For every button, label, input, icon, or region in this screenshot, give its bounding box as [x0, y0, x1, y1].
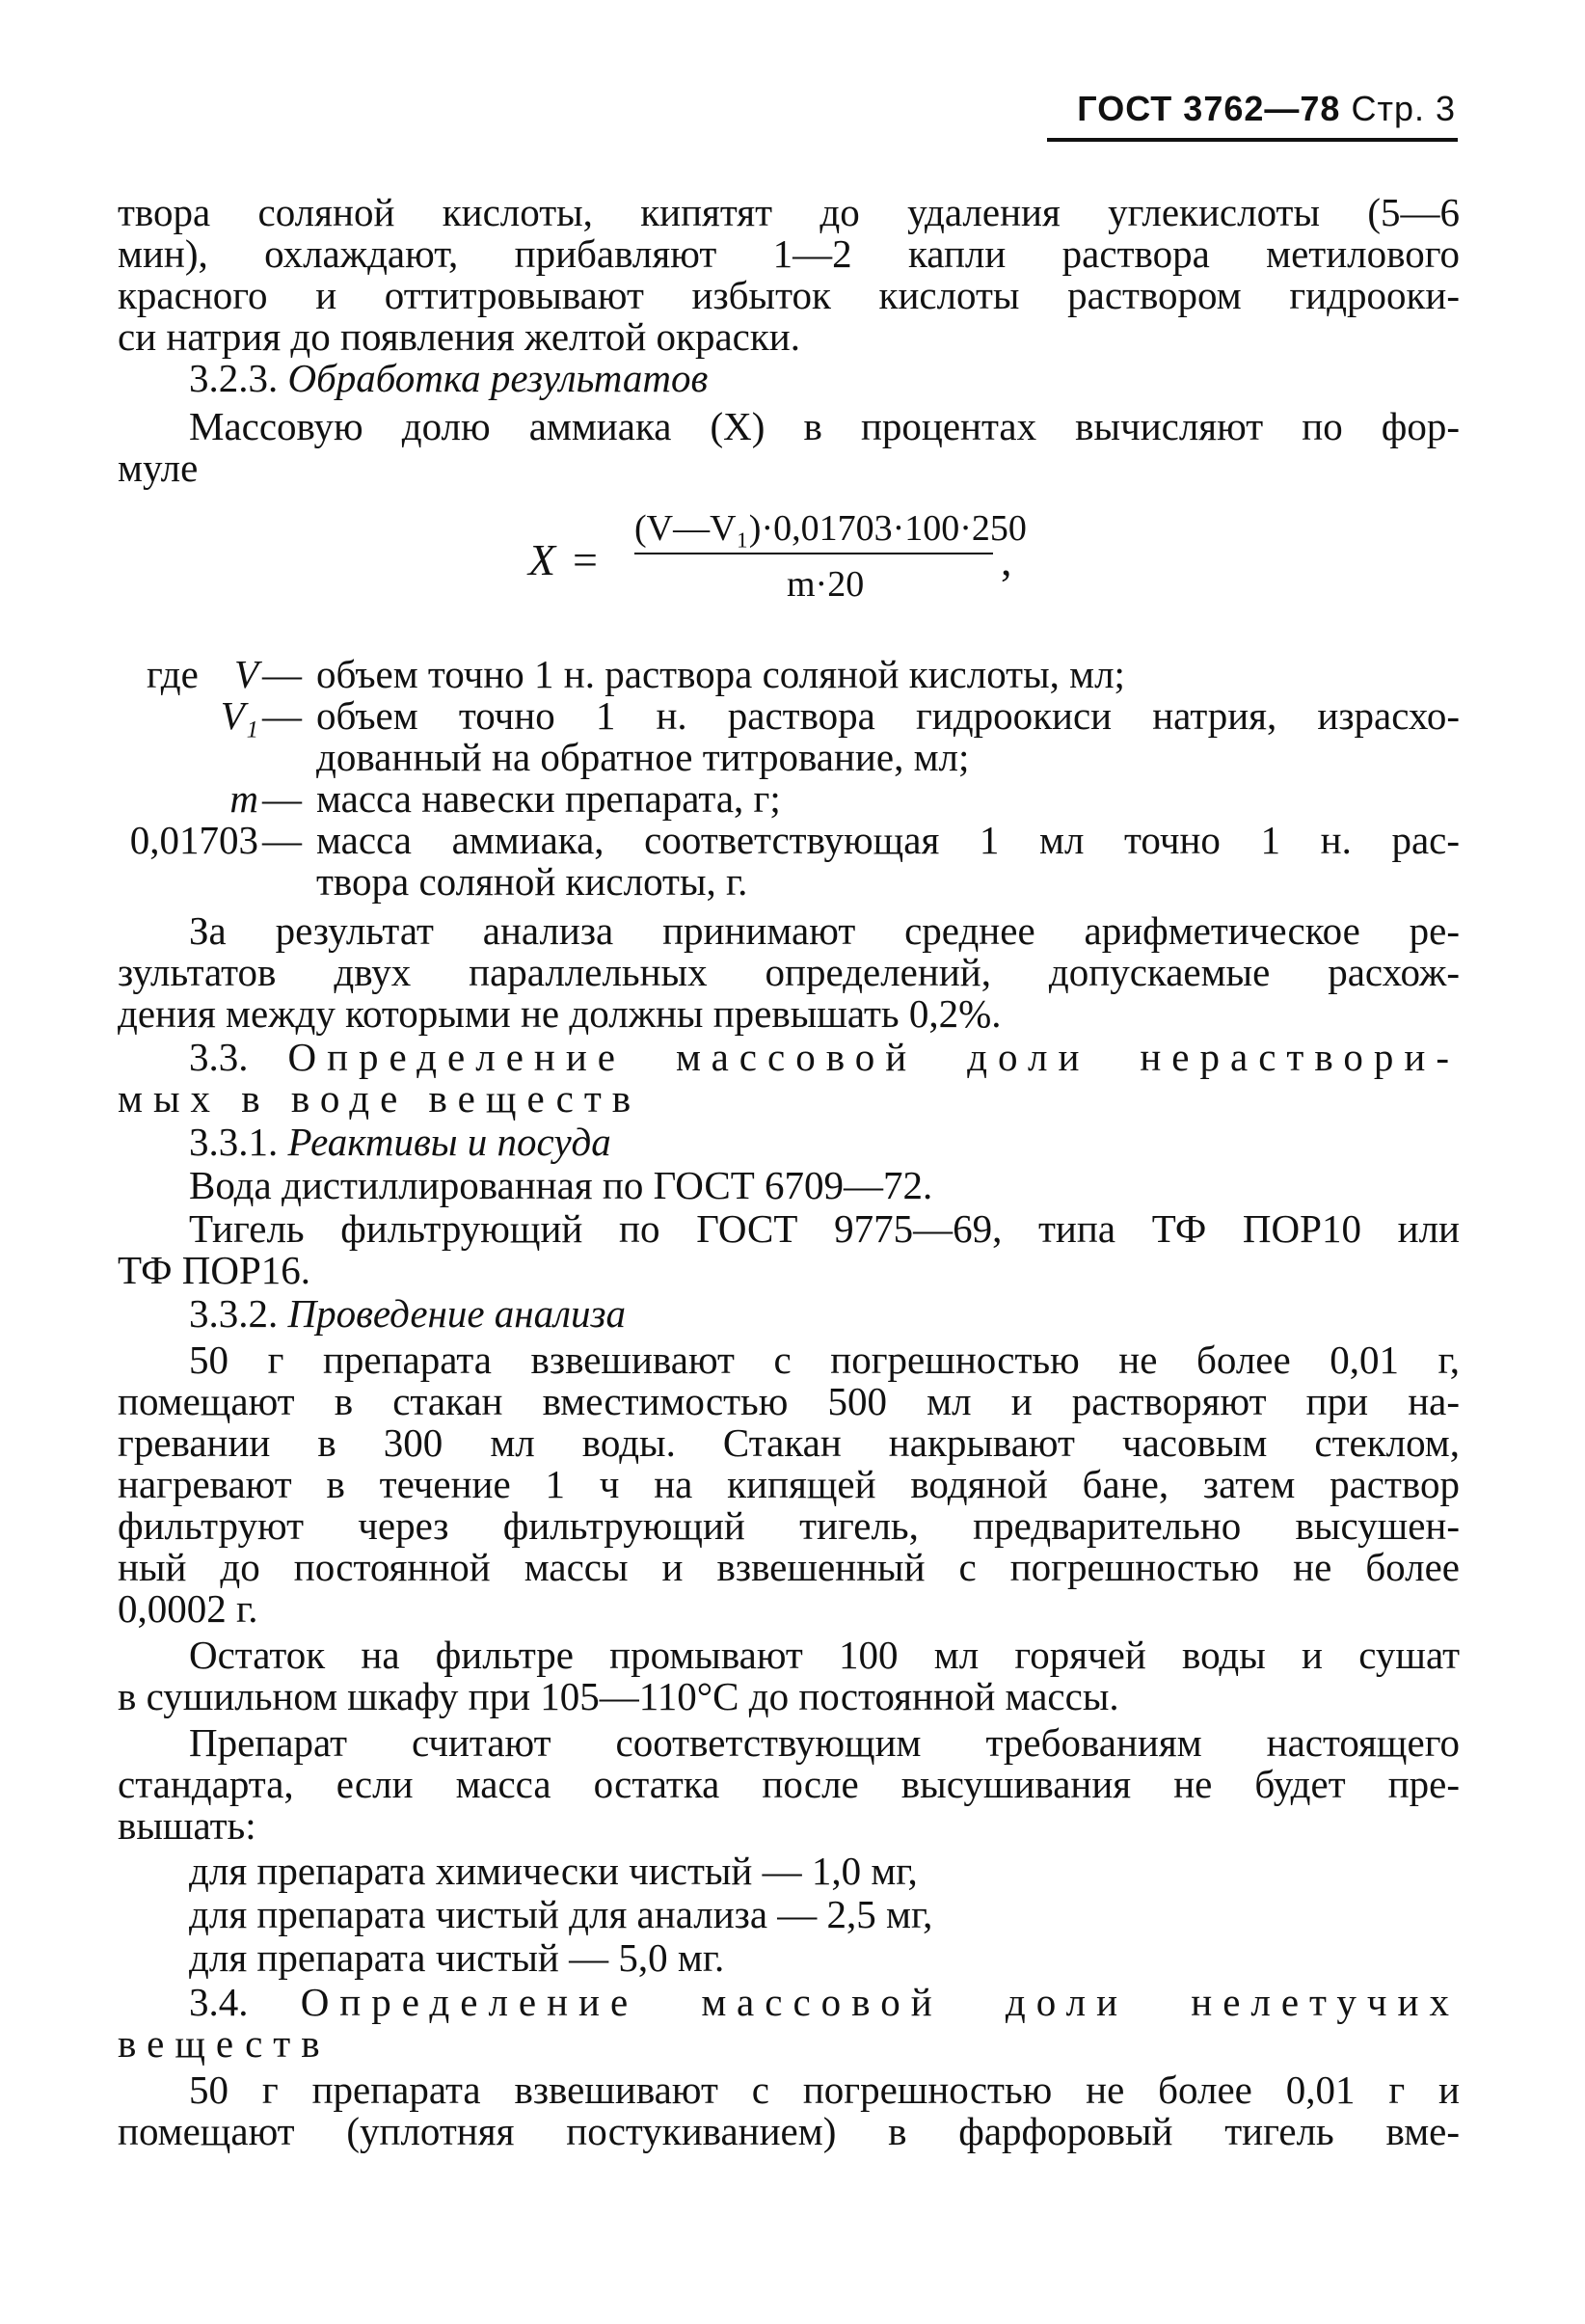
def-text: объем точно 1 н. раствора соляной кислоты, мл;	[316, 652, 1125, 696]
formula-trailing: ,	[1001, 535, 1012, 584]
def-dash: —	[262, 652, 302, 696]
intro-line-3: красного и оттитровывают избыток кислоты раствором гидрооки-	[118, 273, 1460, 317]
procedure-line: помещают в стакан вместимостью 500 мл и растворяют при на-	[118, 1379, 1460, 1423]
result-line-1: За результат анализа принимают среднее арифметическое ре-	[189, 908, 1460, 953]
calc-text-line-2: муле	[118, 446, 199, 490]
section-3-3-heading-line-1	[189, 1035, 1460, 1079]
def-text: масса аммиака, соответствующая 1 мл точно 1 н. рас-	[316, 818, 1460, 862]
procedure-line: гревании в 300 мл воды. Стакан накрывают часовым стеклом,	[118, 1420, 1460, 1465]
def-text: дованный на обратное титрование, мл;	[316, 735, 970, 779]
procedure-line: фильтруют через фильтрующий тигель, предварительно высушен-	[118, 1503, 1460, 1548]
section-3-4-heading-line-2: веществ	[118, 2021, 331, 2066]
procedure-line: стандарта, если масса остатка после высушивания не будет пре-	[118, 1762, 1460, 1806]
def-dash: —	[262, 776, 302, 821]
page-header	[1051, 89, 1456, 129]
def-dash: —	[262, 818, 302, 862]
limit-item: для препарата чистый для анализа — 2,5 мг,	[189, 1892, 933, 1936]
result-line-2: зультатов двух параллельных определений, допускаемые расхож-	[118, 950, 1460, 994]
formula-lhs: X	[528, 535, 556, 584]
section-3-3-2-heading	[189, 1291, 627, 1336]
procedure-line: Остаток на фильтре промывают 100 мл горячей воды и сушат	[189, 1633, 1460, 1677]
procedure-line: в сушильном шкафу при 105—110°С до постоянной массы.	[118, 1674, 1119, 1718]
procedure-line: вышать:	[118, 1803, 256, 1848]
section-3-4-heading-line-1	[189, 1980, 1460, 2024]
section-title: Обработка результатов	[287, 356, 709, 400]
section-3-4-text: помещают (уплотняя постукиванием) в фарфоровый тигель вме-	[118, 2109, 1460, 2153]
section-title: Определение массовой доли нераствори-	[287, 1035, 1460, 1079]
procedure-line: 50 г препарата взвешивают с погрешностью не более 0,01 г,	[189, 1338, 1460, 1382]
section-3-3-1-heading	[189, 1122, 611, 1162]
header-doc-code: ГОСТ 3762—78	[1077, 89, 1341, 128]
limit-item: для препарата химически чистый — 1,0 мг,	[189, 1849, 918, 1893]
formula-numerator: (V—V₁)·0,01703·100·250	[634, 508, 1027, 549]
intro-line-4: си натрия до появления желтой окраски.	[118, 314, 800, 359]
procedure-line: 0,0002 г.	[118, 1586, 258, 1631]
header-rule	[1047, 138, 1458, 142]
section-3-2-3-heading	[189, 356, 709, 400]
section-number: 3.4.	[189, 1980, 249, 2024]
formula-denominator: m·20	[787, 564, 865, 605]
def-text: твора соляной кислоты, г.	[316, 859, 748, 904]
reagent-item: Тигель фильтрующий по ГОСТ 9775—69, типа ТФ ПОР10 или	[189, 1206, 1460, 1251]
section-number: 3.2.3.	[189, 356, 279, 400]
procedure-line: ный до постоянной массы и взвешенный с погрешностью не более	[118, 1545, 1460, 1589]
section-number: 3.3.2.	[189, 1291, 279, 1336]
def-symbol: V₁	[220, 693, 258, 738]
def-symbol: V	[233, 652, 258, 696]
def-text: объем точно 1 н. раствора гидроокиси натрия, израсхо-	[316, 693, 1460, 738]
formula	[528, 507, 1068, 623]
calc-text-line-1: Массовую долю аммиака (X) в процентах вычисляют по фор-	[189, 404, 1460, 448]
intro-line-1: твора соляной кислоты, кипятят до удаления углекислоты (5—6	[118, 190, 1460, 234]
formula-equals: =	[573, 535, 598, 584]
procedure-line: Препарат считают соответствующим требованиям настоящего	[189, 1720, 1460, 1765]
section-title: Реактивы и посуда	[287, 1120, 611, 1164]
procedure-line: нагревают в течение 1 ч на кипящей водяной бане, затем раствор	[118, 1462, 1460, 1506]
section-3-4-text: 50 г препарата взвешивают с погрешностью не более 0,01 г и	[189, 2067, 1460, 2112]
section-3-3-heading-line-2: мых в воде веществ	[118, 1076, 642, 1121]
reagent-item: ТФ ПОР16.	[118, 1248, 311, 1292]
section-title: Определение массовой доли нелетучих	[300, 1980, 1460, 2024]
result-line-3: дения между которыми не должны превышать 0,2%.	[118, 991, 1002, 1036]
definitions-lead: где	[147, 652, 199, 696]
def-text: масса навески препарата, г;	[316, 776, 781, 821]
section-number: 3.3.1.	[189, 1120, 279, 1164]
section-title: Проведение анализа	[287, 1291, 627, 1336]
limit-item: для препарата чистый — 5,0 мг.	[189, 1935, 725, 1980]
reagent-item: Вода дистиллированная по ГОСТ 6709—72.	[189, 1163, 933, 1207]
def-symbol: 0,01703	[129, 818, 258, 862]
def-dash: —	[262, 693, 302, 738]
fraction-bar	[634, 553, 993, 554]
def-symbol: m	[229, 776, 258, 821]
intro-line-2: мин), охлаждают, прибавляют 1—2 капли раствора метилового	[118, 231, 1460, 276]
section-number: 3.3.	[189, 1035, 249, 1079]
header-page-label: Стр. 3	[1351, 89, 1456, 128]
